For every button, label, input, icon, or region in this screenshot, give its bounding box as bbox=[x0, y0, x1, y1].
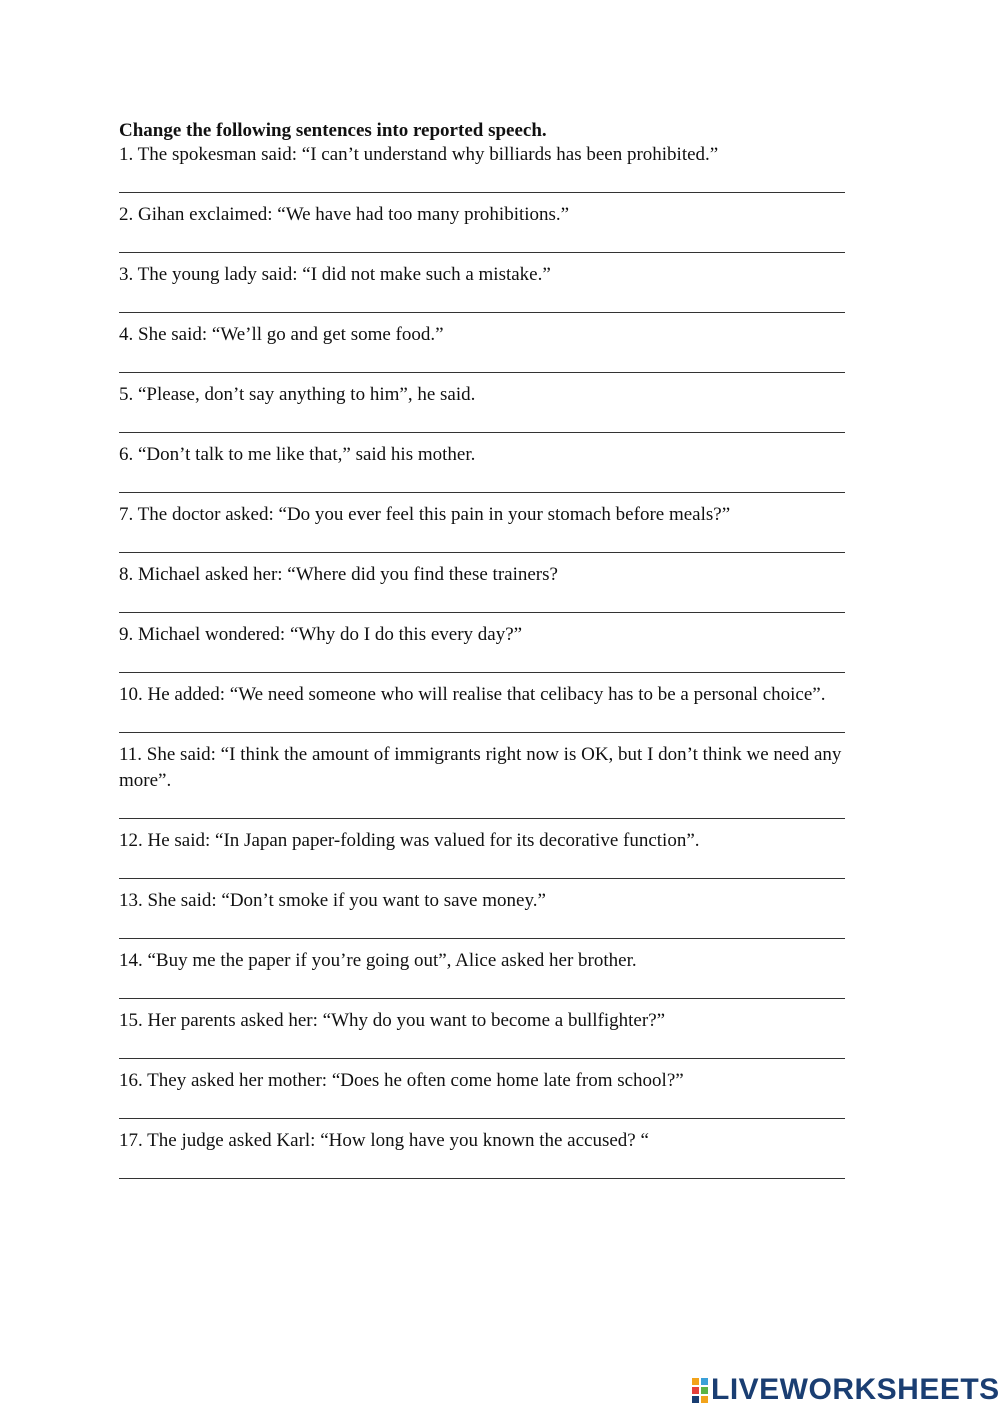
answer-line-11[interactable] bbox=[119, 818, 845, 819]
liveworksheets-brand bbox=[692, 1373, 1000, 1406]
question-9: 9. Michael wondered: “Why do I do this every day?” bbox=[119, 624, 523, 645]
worksheet bbox=[119, 120, 879, 1188]
question-7: 7. The doctor asked: “Do you ever feel this pain in your stomach before meals?” bbox=[119, 504, 731, 525]
question-14: 14. “Buy me the paper if you’re going out”, Alice asked her brother. bbox=[119, 950, 637, 971]
logo-tile bbox=[701, 1387, 708, 1394]
logo-tile bbox=[701, 1396, 708, 1403]
answer-line-4[interactable] bbox=[119, 372, 845, 373]
liveworksheets-logo-icon bbox=[692, 1378, 708, 1402]
answer-line-8[interactable] bbox=[119, 612, 845, 613]
logo-tile bbox=[692, 1378, 699, 1385]
question-15: 15. Her parents asked her: “Why do you want to become a bullfighter?” bbox=[119, 1010, 666, 1031]
answer-line-10[interactable] bbox=[119, 732, 845, 733]
question-1: 1. The spokesman said: “I can’t understand why billiards has been prohibited.” bbox=[119, 144, 719, 165]
answer-line-14[interactable] bbox=[119, 998, 845, 999]
question-5: 5. “Please, don’t say anything to him”, he said. bbox=[119, 384, 476, 405]
brand-wordmark: LIVEWORKSHEETS bbox=[711, 1373, 1000, 1406]
answer-line-5[interactable] bbox=[119, 432, 845, 433]
answer-line-12[interactable] bbox=[119, 878, 845, 879]
answer-line-3[interactable] bbox=[119, 312, 845, 313]
question-8: 8. Michael asked her: “Where did you find these trainers? bbox=[119, 564, 558, 585]
question-10: 10. He added: “We need someone who will realise that celibacy has to be a personal choice”. bbox=[119, 684, 826, 705]
answer-line-16[interactable] bbox=[119, 1118, 845, 1119]
question-13: 13. She said: “Don’t smoke if you want to save money.” bbox=[119, 890, 546, 911]
worksheet-heading: Change the following sentences into reported speech. bbox=[119, 120, 547, 141]
question-16: 16. They asked her mother: “Does he often come home late from school?” bbox=[119, 1070, 684, 1091]
question-17: 17. The judge asked Karl: “How long have you known the accused? “ bbox=[119, 1130, 649, 1151]
question-2: 2. Gihan exclaimed: “We have had too many prohibitions.” bbox=[119, 204, 570, 225]
question-11: 11. She said: “I think the amount of immigrants right now is OK, but I don’t think we need any more”. bbox=[119, 744, 842, 791]
answer-line-17[interactable] bbox=[119, 1178, 845, 1179]
logo-tile bbox=[692, 1396, 699, 1403]
answer-line-13[interactable] bbox=[119, 938, 845, 939]
question-3: 3. The young lady said: “I did not make such a mistake.” bbox=[119, 264, 551, 285]
answer-line-2[interactable] bbox=[119, 252, 845, 253]
answer-line-6[interactable] bbox=[119, 492, 845, 493]
logo-tile bbox=[692, 1387, 699, 1394]
answer-line-1[interactable] bbox=[119, 192, 845, 193]
answer-line-15[interactable] bbox=[119, 1058, 845, 1059]
answer-line-9[interactable] bbox=[119, 672, 845, 673]
question-12: 12. He said: “In Japan paper-folding was valued for its decorative function”. bbox=[119, 830, 700, 851]
answer-line-7[interactable] bbox=[119, 552, 845, 553]
question-4: 4. She said: “We’ll go and get some food.” bbox=[119, 324, 444, 345]
logo-tile bbox=[701, 1378, 708, 1385]
question-6: 6. “Don’t talk to me like that,” said his mother. bbox=[119, 444, 476, 465]
